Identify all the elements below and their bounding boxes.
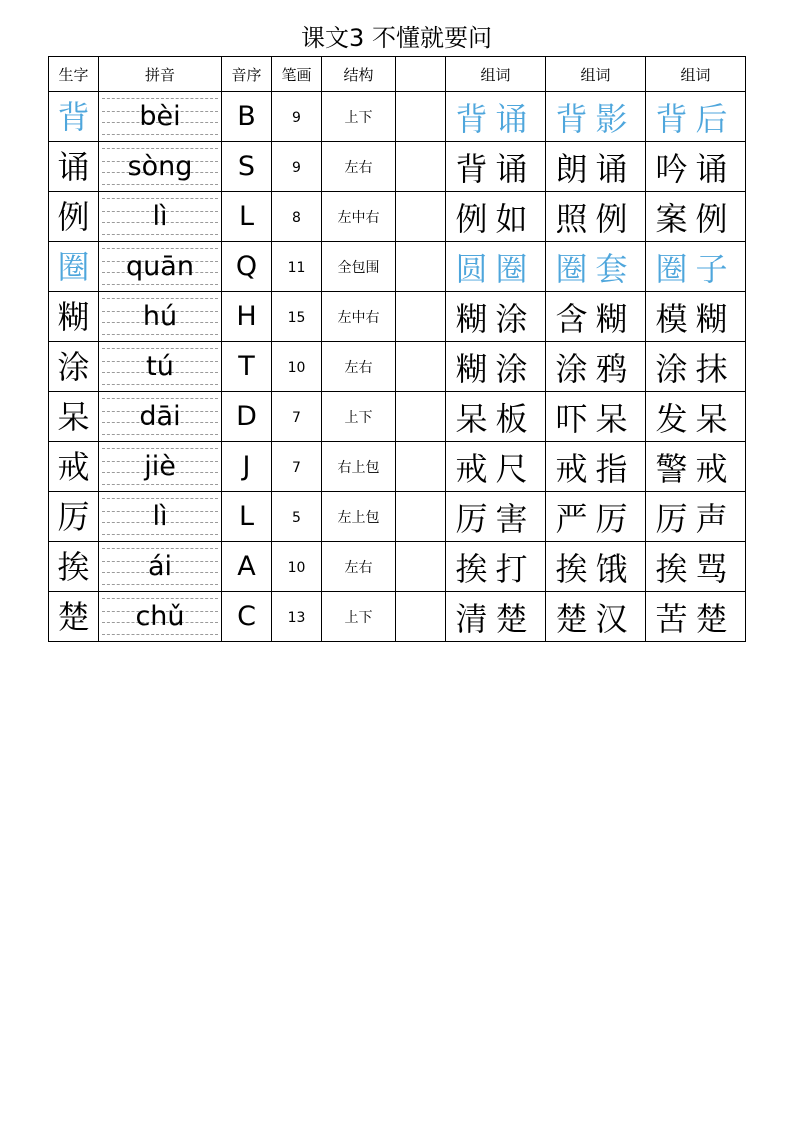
word-cell (446, 592, 546, 642)
stroke-count: 8 (292, 210, 301, 226)
initial-cell (222, 242, 272, 292)
new-character: 挨 (57, 547, 90, 586)
word: 厉声 (655, 499, 736, 538)
word: 涂鸦 (555, 349, 636, 388)
word-cell (546, 342, 646, 392)
word: 挨打 (455, 549, 536, 588)
strokes-cell (272, 292, 322, 342)
word: 戒指 (555, 449, 636, 488)
structure: 上下 (344, 609, 373, 626)
word: 照例 (555, 199, 636, 238)
header-initial: 音序 (222, 57, 272, 92)
structure: 上下 (344, 109, 373, 126)
new-character: 背 (57, 97, 90, 136)
word: 背诵 (455, 149, 536, 188)
header-words-1: 组词 (446, 57, 546, 92)
initial-letter: L (238, 201, 255, 232)
header-blank (396, 57, 446, 92)
word-cell (546, 192, 646, 242)
word-cell (446, 442, 546, 492)
word: 圆圈 (455, 249, 536, 288)
table-row (49, 292, 746, 342)
structure: 左中右 (337, 209, 380, 226)
word-cell (446, 492, 546, 542)
character-cell (49, 292, 99, 342)
word-cell (646, 92, 746, 142)
word: 呆板 (455, 399, 536, 438)
structure-cell (322, 392, 396, 442)
pinyin: dāi (139, 400, 181, 432)
initial-cell (222, 542, 272, 592)
word: 糊涂 (455, 299, 536, 338)
word: 苦楚 (655, 599, 736, 638)
word: 背影 (555, 99, 636, 138)
word-cell (446, 92, 546, 142)
character-cell (49, 592, 99, 642)
structure: 全包围 (337, 259, 380, 276)
pinyin: sòng (127, 150, 193, 182)
word: 涂抹 (655, 349, 736, 388)
structure-cell (322, 242, 396, 292)
strokes-cell (272, 592, 322, 642)
blank-cell (396, 442, 446, 492)
new-character: 诵 (57, 147, 90, 186)
stroke-count: 10 (287, 560, 306, 576)
word-cell (546, 142, 646, 192)
structure-cell (322, 442, 396, 492)
word: 含糊 (555, 299, 636, 338)
table-row (49, 392, 746, 442)
stroke-count: 9 (292, 110, 301, 126)
word-cell (646, 292, 746, 342)
stroke-count: 5 (292, 510, 301, 526)
word: 吓呆 (555, 399, 636, 438)
table-row (49, 192, 746, 242)
table-row (49, 142, 746, 192)
strokes-cell (272, 342, 322, 392)
blank-cell (396, 142, 446, 192)
word: 发呆 (655, 399, 736, 438)
initial-letter: S (237, 151, 256, 182)
table-row (49, 542, 746, 592)
pinyin: bèi (139, 100, 181, 132)
stroke-count: 7 (292, 460, 301, 476)
word-cell (446, 142, 546, 192)
word: 背诵 (455, 99, 536, 138)
new-character: 涂 (57, 347, 90, 386)
word: 警戒 (655, 449, 736, 488)
initial-cell (222, 342, 272, 392)
structure-cell (322, 92, 396, 142)
word-cell (446, 192, 546, 242)
word-cell (446, 342, 546, 392)
word-cell (546, 242, 646, 292)
pinyin-cell (99, 492, 222, 542)
word-cell (446, 392, 546, 442)
new-character: 楚 (57, 597, 90, 636)
stroke-count: 11 (287, 260, 306, 276)
table-row (49, 442, 746, 492)
word: 厉害 (455, 499, 536, 538)
new-character: 例 (57, 197, 90, 236)
header-row (49, 57, 746, 92)
word-cell (546, 392, 646, 442)
stroke-count: 7 (292, 410, 301, 426)
header-character: 生字 (49, 57, 99, 92)
word-cell (646, 342, 746, 392)
structure: 左中右 (337, 309, 380, 326)
strokes-cell (272, 492, 322, 542)
structure-cell (322, 542, 396, 592)
character-cell (49, 192, 99, 242)
structure: 右上包 (337, 459, 380, 476)
structure-cell (322, 492, 396, 542)
page-title: 课文3 不懂就要问 (301, 24, 492, 52)
table-row (49, 342, 746, 392)
pinyin: lì (152, 500, 168, 532)
stroke-count: 9 (292, 160, 301, 176)
strokes-cell (272, 542, 322, 592)
pinyin: lì (152, 200, 168, 232)
structure: 左右 (344, 359, 373, 376)
character-cell (49, 542, 99, 592)
word-cell (646, 192, 746, 242)
structure-cell (322, 342, 396, 392)
character-cell (49, 242, 99, 292)
word-cell (446, 292, 546, 342)
strokes-cell (272, 192, 322, 242)
table-row (49, 242, 746, 292)
stroke-count: 10 (287, 360, 306, 376)
structure-cell (322, 142, 396, 192)
pinyin-cell (99, 92, 222, 142)
header-pinyin: 拼音 (99, 57, 222, 92)
structure: 左右 (344, 159, 373, 176)
structure-cell (322, 592, 396, 642)
strokes-cell (272, 92, 322, 142)
word: 例如 (455, 199, 536, 238)
character-cell (49, 492, 99, 542)
word: 背后 (655, 99, 736, 138)
word-cell (546, 442, 646, 492)
strokes-cell (272, 392, 322, 442)
vocabulary-table (48, 56, 746, 642)
word-cell (646, 142, 746, 192)
character-cell (49, 142, 99, 192)
pinyin-cell (99, 342, 222, 392)
initial-cell (222, 92, 272, 142)
structure: 上下 (344, 409, 373, 426)
new-character: 呆 (57, 397, 90, 436)
blank-cell (396, 592, 446, 642)
initial-cell (222, 492, 272, 542)
structure-cell (322, 192, 396, 242)
initial-letter: C (237, 601, 256, 632)
pinyin-cell (99, 292, 222, 342)
word: 戒尺 (455, 449, 536, 488)
pinyin: quān (126, 250, 194, 282)
word-cell (446, 542, 546, 592)
word: 楚汉 (555, 599, 636, 638)
table-row (49, 492, 746, 542)
initial-cell (222, 592, 272, 642)
pinyin: chǔ (135, 600, 185, 632)
blank-cell (396, 92, 446, 142)
pinyin: jiè (144, 450, 176, 482)
initial-letter: A (237, 551, 256, 582)
initial-cell (222, 142, 272, 192)
word-cell (546, 292, 646, 342)
initial-cell (222, 192, 272, 242)
pinyin-cell (99, 142, 222, 192)
pinyin-cell (99, 592, 222, 642)
word: 糊涂 (455, 349, 536, 388)
word: 挨饿 (555, 549, 636, 588)
table-row (49, 592, 746, 642)
initial-letter: L (238, 501, 255, 532)
strokes-cell (272, 142, 322, 192)
initial-letter: Q (235, 251, 258, 282)
table-row (49, 92, 746, 142)
pinyin: ái (147, 550, 173, 582)
new-character: 糊 (57, 297, 90, 336)
word-cell (646, 592, 746, 642)
word: 严厉 (555, 499, 636, 538)
blank-cell (396, 192, 446, 242)
word-cell (546, 542, 646, 592)
header-strokes: 笔画 (272, 57, 322, 92)
character-cell (49, 392, 99, 442)
initial-letter: T (238, 351, 255, 382)
new-character: 戒 (57, 447, 90, 486)
initial-letter: J (242, 451, 251, 482)
word: 朗诵 (555, 149, 636, 188)
word-cell (546, 92, 646, 142)
initial-letter: D (236, 401, 257, 432)
word-cell (646, 442, 746, 492)
new-character: 厉 (57, 497, 90, 536)
word-cell (646, 242, 746, 292)
initial-letter: H (236, 301, 257, 332)
blank-cell (396, 542, 446, 592)
word: 清楚 (455, 599, 536, 638)
pinyin: hú (142, 300, 178, 332)
initial-letter: B (237, 101, 256, 132)
word-cell (546, 592, 646, 642)
character-cell (49, 442, 99, 492)
character-cell (49, 92, 99, 142)
initial-cell (222, 292, 272, 342)
word-cell (646, 392, 746, 442)
word: 模糊 (655, 299, 736, 338)
pinyin-cell (99, 242, 222, 292)
header-words-3: 组词 (646, 57, 746, 92)
blank-cell (396, 292, 446, 342)
new-character: 圈 (57, 247, 90, 286)
stroke-count: 15 (287, 310, 306, 326)
blank-cell (396, 242, 446, 292)
strokes-cell (272, 242, 322, 292)
word: 圈套 (555, 249, 636, 288)
blank-cell (396, 392, 446, 442)
structure: 左上包 (337, 509, 380, 526)
blank-cell (396, 342, 446, 392)
header-words-2: 组词 (546, 57, 646, 92)
blank-cell (396, 492, 446, 542)
initial-cell (222, 442, 272, 492)
word: 圈子 (655, 249, 736, 288)
word-cell (546, 492, 646, 542)
pinyin: tú (146, 350, 174, 382)
word: 吟诵 (655, 149, 736, 188)
initial-cell (222, 392, 272, 442)
word-cell (646, 542, 746, 592)
word-cell (446, 242, 546, 292)
pinyin-cell (99, 192, 222, 242)
structure-cell (322, 292, 396, 342)
word-cell (646, 492, 746, 542)
pinyin-cell (99, 392, 222, 442)
stroke-count: 13 (287, 610, 306, 626)
pinyin-cell (99, 442, 222, 492)
strokes-cell (272, 442, 322, 492)
structure: 左右 (344, 559, 373, 576)
character-cell (49, 342, 99, 392)
word: 案例 (655, 199, 736, 238)
pinyin-cell (99, 542, 222, 592)
word: 挨骂 (655, 549, 736, 588)
header-structure: 结构 (322, 57, 396, 92)
